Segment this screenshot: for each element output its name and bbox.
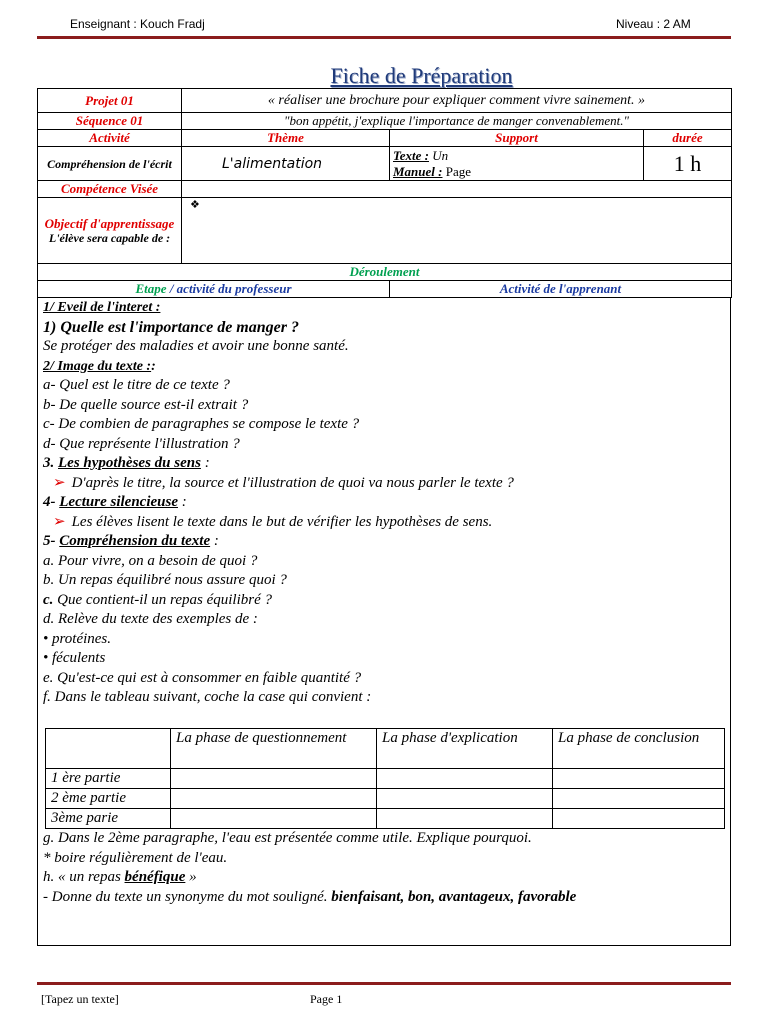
question-2b: b- De quelle source est-il extrait ?: [43, 396, 249, 413]
question-g: g. Dans le 2ème paragraphe, l'eau est présentée comme utile. Explique pourquoi.: [43, 830, 532, 846]
question-h-text: - Donne du texte un synonyme du mot souligné.: [43, 888, 332, 905]
texte-value: Un: [432, 147, 449, 163]
checkbox-cell[interactable]: [553, 789, 725, 809]
phase-row-label: 2 ème partie: [46, 789, 171, 809]
section-4-num: 4-: [43, 494, 60, 510]
col-support: Support: [390, 130, 644, 147]
footer-rule: [37, 982, 731, 985]
question-5a: a. Pour vivre, on a besoin de quoi ?: [43, 552, 258, 569]
activite-apprenant-label: Activité de l'apprenant: [390, 281, 732, 298]
frame-bottom: [37, 945, 731, 946]
question-5d-item2: • féculents: [43, 650, 106, 666]
deroulement-label: Déroulement: [38, 264, 732, 281]
class-level: Niveau : 2 AM: [616, 17, 691, 31]
page-number: Page 1: [310, 992, 343, 1006]
projet-label: Projet 01: [38, 89, 182, 113]
phase-table: [45, 728, 725, 829]
duree-value: 1 h: [644, 147, 732, 181]
lecture-item: Les élèves lisent le texte dans le but de vérifier les hypothèses de sens.: [71, 513, 493, 530]
question-importance: 1) Quelle est l'importance de manger ?: [43, 318, 299, 336]
checkbox-cell[interactable]: [377, 789, 553, 809]
section-image: 2/ Image du texte :: [43, 358, 152, 374]
competence-value: [182, 181, 732, 198]
manuel-label: Manuel :: [393, 163, 443, 179]
section-3-tail: :: [200, 455, 210, 471]
answer-g: * boire régulièrement de l'eau.: [43, 849, 228, 866]
lesson-body-end: [43, 829, 723, 907]
checkbox-cell[interactable]: [377, 809, 553, 829]
col-theme: Thème: [182, 130, 390, 147]
etape-cell: [38, 281, 390, 298]
frame-right: [730, 298, 731, 946]
objectif-label: Objectif d'apprentissage: [44, 215, 175, 231]
phase-row-label: 3ème parie: [46, 809, 171, 829]
question-5d-item1: • protéines.: [43, 630, 112, 647]
phase-header-conclusion: La phase de conclusion: [553, 729, 725, 769]
phase-row-label: 1 ère partie: [46, 769, 171, 789]
section-image-tail: :: [151, 358, 156, 374]
checkbox-cell[interactable]: [171, 769, 377, 789]
manuel-value: Page: [445, 163, 472, 179]
objectif-cell: [38, 198, 182, 264]
activite-value: Compréhension de l'écrit: [38, 147, 182, 181]
question-5d: d. Relève du texte des exemples de :: [43, 611, 258, 627]
texte-label: Texte :: [393, 147, 429, 163]
page-title: Fiche de Préparation: [330, 63, 513, 88]
projet-value: « réaliser une brochure pour expliquer comment vivre sainement. »: [182, 89, 732, 113]
support-cell: [390, 147, 644, 181]
section-3-num: 3.: [43, 455, 58, 471]
question-5c-letter: c.: [43, 591, 54, 608]
theme-value: L'alimentation: [182, 147, 390, 181]
answer-h: bienfaisant, bon, avantageux, favorable: [331, 888, 577, 905]
col-duree: durée: [644, 130, 732, 147]
checkbox-cell[interactable]: [553, 809, 725, 829]
question-h-post: »: [185, 869, 197, 885]
section-5-num: 5-: [43, 533, 60, 549]
sequence-value: "bon appétit, j'explique l'importance de manger convenablement.": [182, 113, 732, 130]
question-2a: a- Quel est le titre de ce texte ?: [43, 377, 230, 393]
sequence-label: Séquence 01: [38, 113, 182, 130]
question-5e: e. Qu'est-ce qui est à consommer en faible quantité ?: [43, 669, 362, 686]
section-hypotheses: Les hypothèses du sens: [58, 455, 201, 471]
header-rule: [37, 36, 731, 39]
question-2c: c- De combien de paragraphes se compose le texte ?: [43, 416, 360, 432]
checkbox-cell[interactable]: [553, 769, 725, 789]
section-lecture: Lecture silencieuse: [59, 494, 178, 510]
question-h-pre: h. « un repas: [43, 869, 125, 885]
competence-label: Compétence Visée: [38, 181, 182, 198]
objectif-bullet: ❖: [182, 198, 732, 264]
hypotheses-item: D'après le titre, la source et l'illustration de quoi va nous parler le texte ?: [71, 474, 514, 491]
col-activite: Activité: [38, 130, 182, 147]
section-eveil: 1/ Eveil de l'interet :: [43, 300, 161, 315]
activite-prof-label: / activité du professeur: [169, 281, 292, 296]
objectif-sub: L'élève sera capable de :: [48, 230, 171, 245]
etape-label: Etape: [135, 281, 167, 296]
phase-header-explication: La phase d'explication: [377, 729, 553, 769]
frame-left: [37, 298, 38, 946]
question-2d: d- Que représente l'illustration ?: [43, 435, 240, 452]
lesson-body: [43, 298, 723, 708]
phase-header-questionnement: La phase de questionnement: [171, 729, 377, 769]
preparation-table: [37, 88, 732, 298]
question-5c: Que contient-il un repas équilibré ?: [53, 591, 272, 608]
arrow-icon: ➢: [53, 513, 66, 530]
footer-placeholder: [Tapez un texte]: [41, 992, 119, 1006]
section-comprehension: Compréhension du texte: [59, 533, 211, 549]
checkbox-cell[interactable]: [377, 769, 553, 789]
teacher-name: Enseignant : Kouch Fradj: [70, 17, 205, 31]
section-5-tail: :: [210, 533, 219, 549]
arrow-icon: ➢: [53, 474, 66, 491]
question-h-word: bénéfique: [124, 869, 186, 885]
section-4-tail: :: [177, 494, 187, 510]
phase-header-empty: [46, 729, 171, 769]
question-5f: f. Dans le tableau suivant, coche la case qui convient :: [43, 689, 372, 705]
checkbox-cell[interactable]: [171, 789, 377, 809]
checkbox-cell[interactable]: [171, 809, 377, 829]
question-5b: b. Un repas équilibré nous assure quoi ?: [43, 572, 287, 588]
answer-importance: Se protéger des maladies et avoir une bonne santé.: [43, 338, 349, 354]
